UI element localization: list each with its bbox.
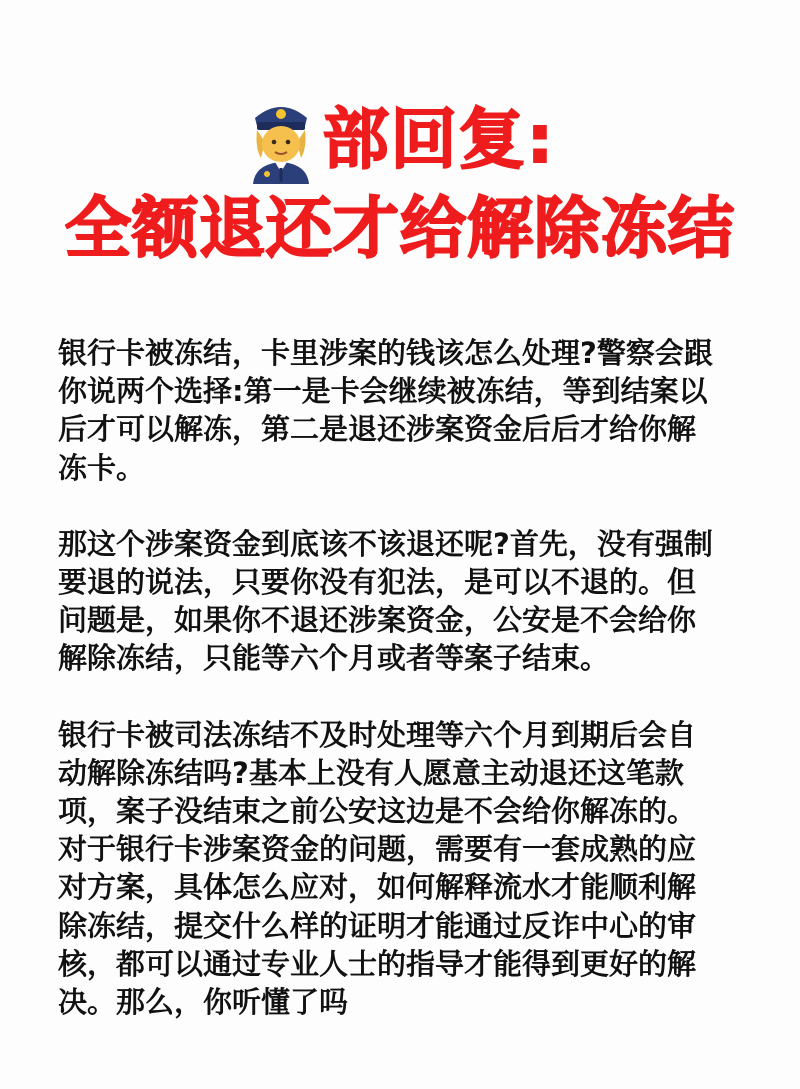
title-line-2: 全额退还才给解除冻结 — [65, 190, 735, 267]
article-body — [58, 334, 748, 1021]
paragraph-3: 银行卡被司法冻结不及时处理等六个月到期后会自 动解除冻结吗?基本上没有人愿意主动退还这笔款 项，案子没结束之前公安这边是不会给你解冻的。 对于银行卡涉案资金的问题，需要有一套成熟的应 对方案，具体怎么应对，如何解释流水才能顺利解 除冻结，提交什么样的证明才能通过反诈中心的审 核，都可以通过专业人士的指导才能得到更好的解 决。那么，你听懂了吗 — [58, 717, 697, 1020]
paragraph-2: 那这个涉案资金到底该不该退还呢?首先，没有强制 要退的说法，只要你没有犯法，是可以不退的。但 问题是，如果你不退还涉案资金，公安是不会给你 解除冻结，只能等六个月或者等案子结束。 — [58, 526, 713, 676]
title-block — [0, 92, 800, 268]
paragraph-1: 银行卡被冻结，卡里涉案的钱该怎么处理?警察会跟 你说两个选择:第一是卡会继续被冻结，等到结案以 后才可以解冻，第二是退还涉案资金后后才给你解 冻卡。 — [58, 336, 713, 485]
title-line-1 — [0, 92, 800, 188]
title-line-1-text: 部回复: — [322, 101, 556, 178]
police-officer-icon — [245, 96, 317, 184]
